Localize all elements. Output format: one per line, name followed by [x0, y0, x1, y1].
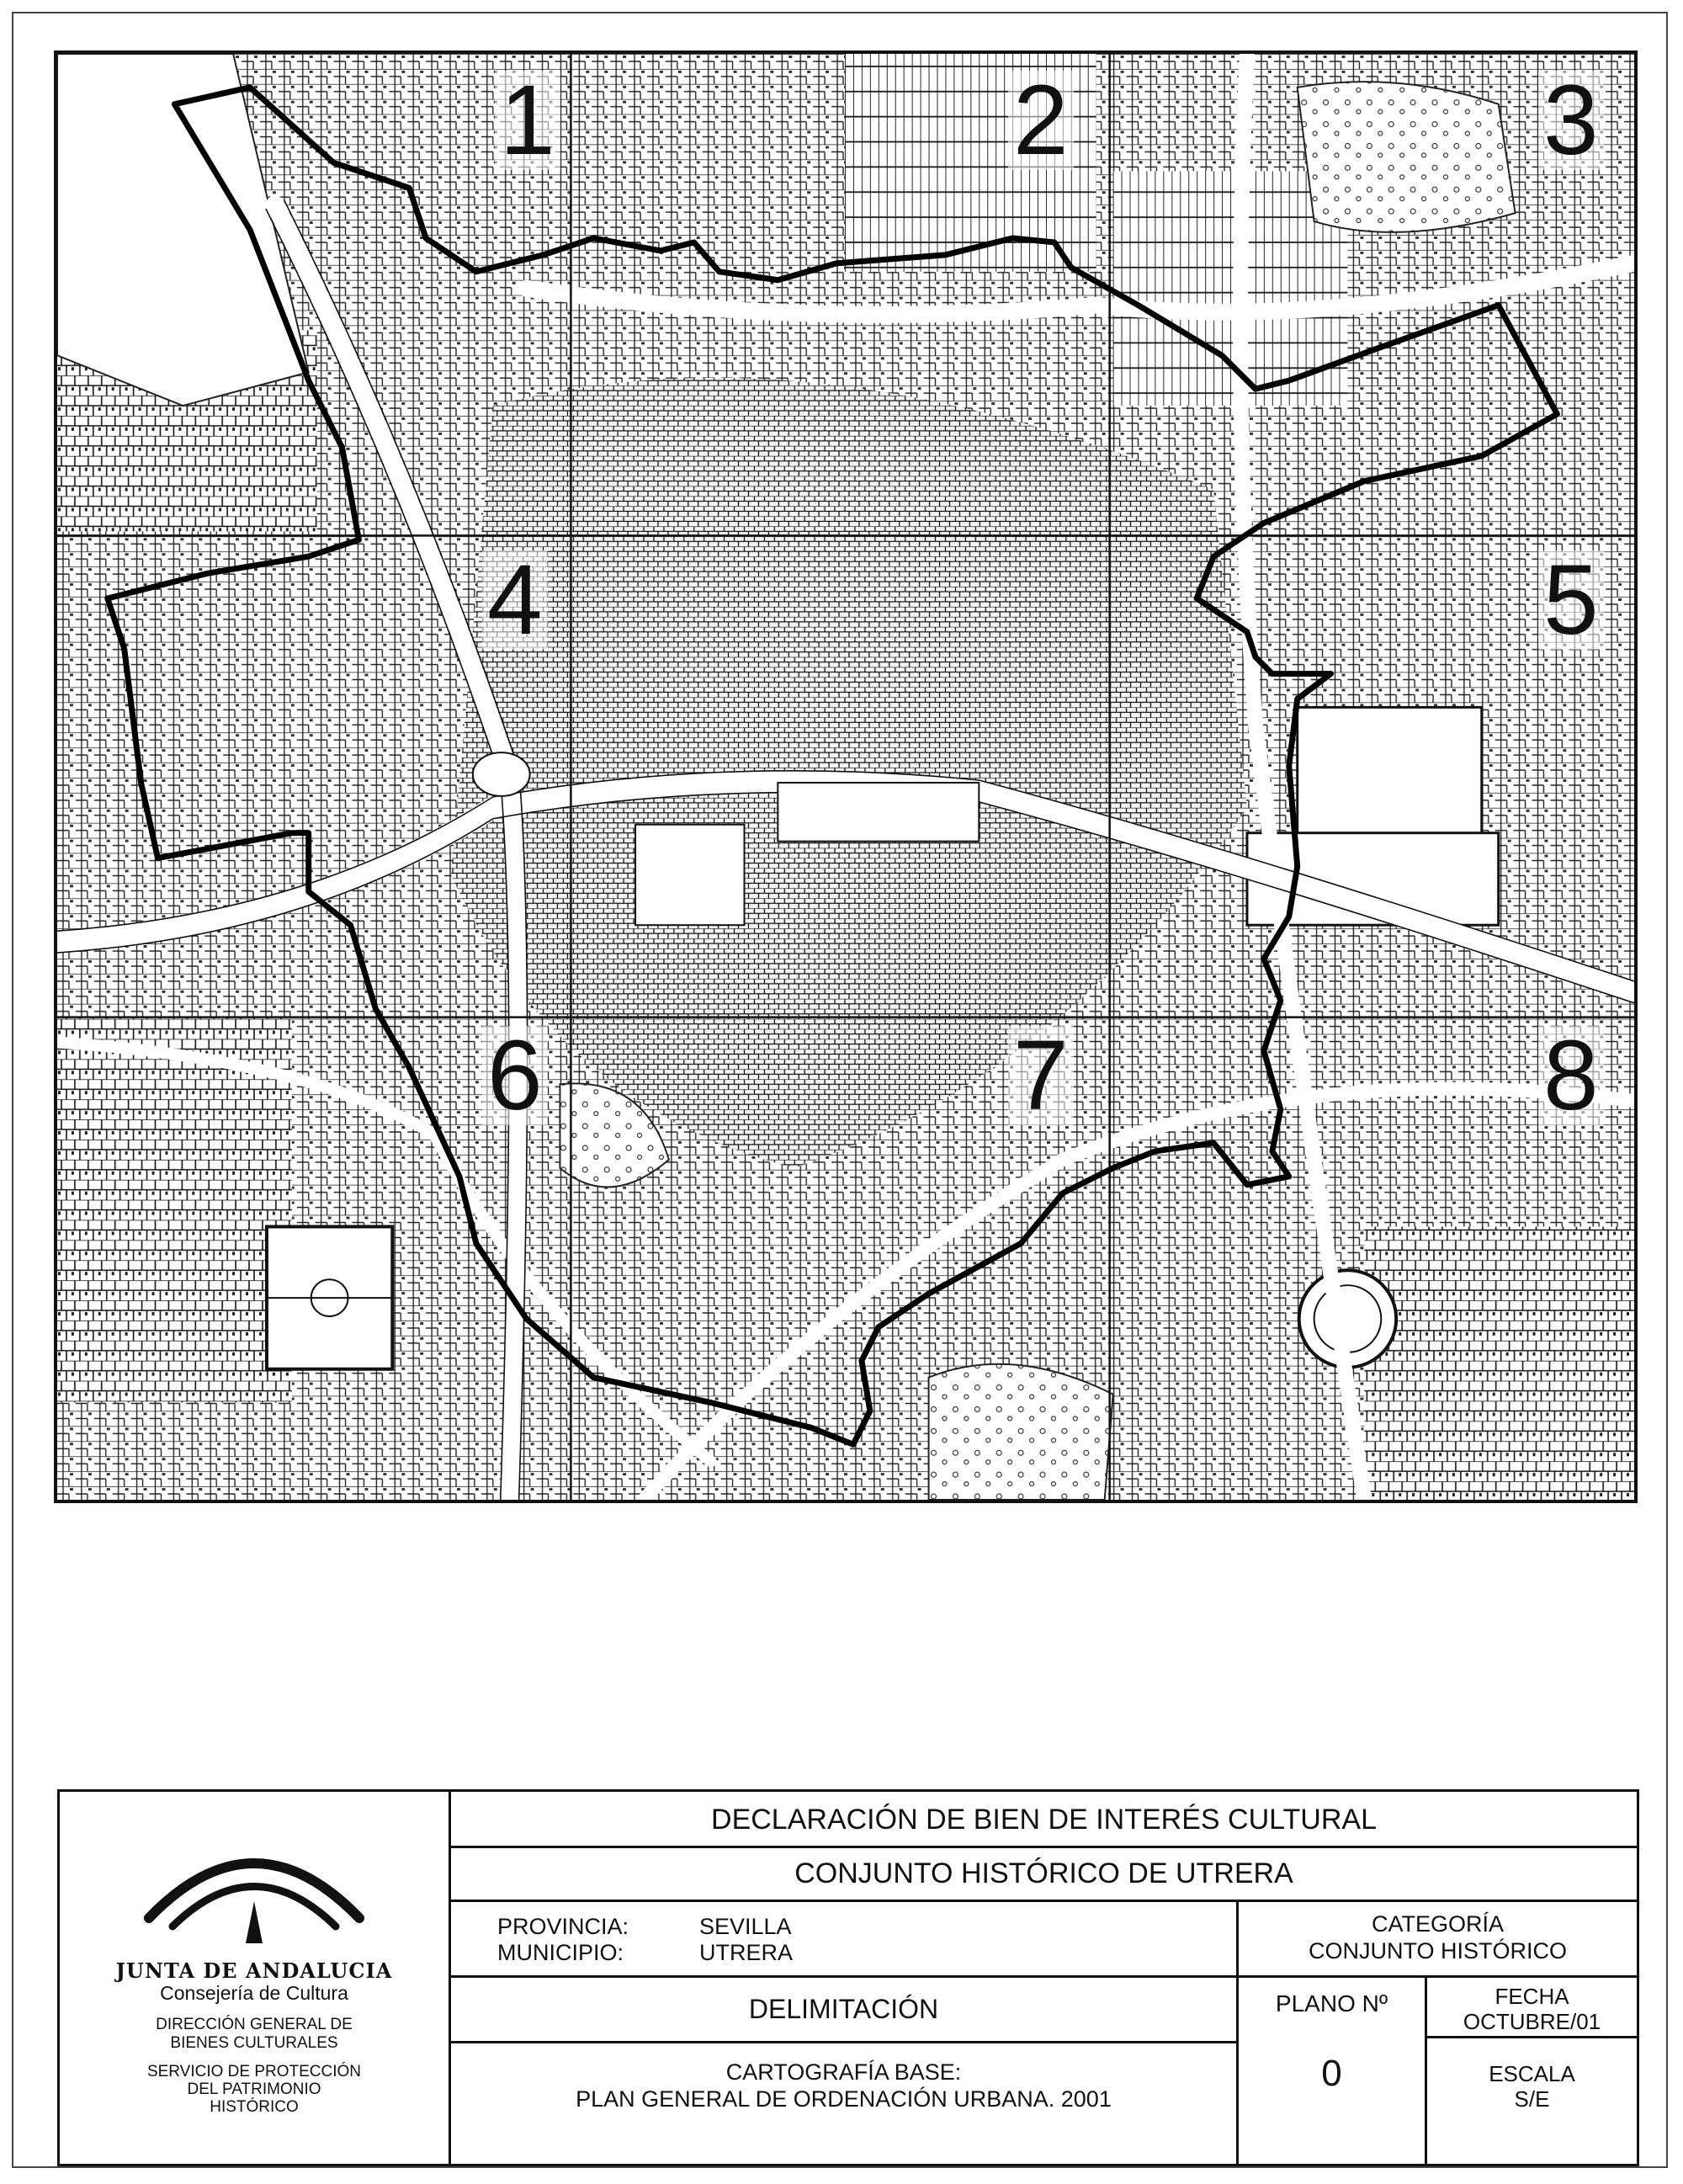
sheet-number-1: 1 [495, 71, 560, 170]
categoria-value: CONJUNTO HISTÓRICO [1308, 1938, 1567, 1963]
fecha-label: FECHA [1495, 1984, 1569, 2009]
sheet-number-3: 3 [1538, 71, 1604, 170]
central-plaza [778, 783, 979, 842]
plano-value: 0 [1321, 2053, 1342, 2094]
map-drawing [57, 54, 1634, 1500]
logo-service-line3: HISTÓRICO [210, 2098, 299, 2116]
sheet-number-7: 7 [1008, 1026, 1074, 1125]
declaration-title: DECLARACIÓN DE BIEN DE INTERÉS CULTURAL [711, 1804, 1377, 1836]
logo-department: Consejería de Cultura [160, 1982, 348, 2004]
logo-cell [60, 1792, 449, 2164]
escala-label: ESCALA [1489, 2061, 1575, 2086]
sports-field-east [1298, 707, 1482, 841]
row-blocks-southeast [1364, 1227, 1634, 1500]
junta-andalucia-logo [132, 1825, 376, 1952]
categoria-label: CATEGORÍA [1371, 1911, 1505, 1937]
logo-service-line1: SERVICIO DE PROTECCIÓN [146, 2063, 362, 2080]
roundabout [473, 752, 530, 796]
sheet-number-4: 4 [482, 550, 548, 650]
logo-org-name: JUNTA DE ANDALUCIA [115, 1958, 393, 1983]
municipio-label: MUNICIPIO: [497, 1940, 624, 1965]
municipio-value: UTRERA [699, 1940, 794, 1965]
provincia-value: SEVILLA [699, 1914, 792, 1939]
plan-title: DELIMITACIÓN [748, 1994, 939, 2024]
plaza-west [635, 825, 744, 925]
provincia-label: PROVINCIA: [497, 1914, 629, 1939]
sheet-number-8: 8 [1538, 1026, 1604, 1125]
plano-label: PLANO Nº [1275, 1990, 1388, 2017]
sheet-number-2: 2 [1008, 71, 1074, 170]
park-northeast [1298, 82, 1516, 232]
title-block [57, 1789, 1639, 2166]
logo-direction-line1: DIRECCIÓN GENERAL DE [156, 2016, 353, 2033]
sheet-number-6: 6 [482, 1026, 548, 1125]
row-blocks-southwest [57, 1018, 292, 1403]
logo-service-line2: DEL PATRIMONIO [187, 2080, 321, 2098]
cadastral-map [54, 50, 1638, 1503]
cartografia-label: CARTOGRAFÍA BASE: [725, 2059, 962, 2085]
logo-direction-line2: BIENES CULTURALES [170, 2034, 338, 2052]
sheet-number-5: 5 [1538, 550, 1604, 650]
escala-value: S/E [1514, 2086, 1550, 2112]
site-name: CONJUNTO HISTÓRICO DE UTRERA [794, 1857, 1293, 1889]
fecha-value: OCTUBRE/01 [1463, 2009, 1601, 2034]
cartografia-value: PLAN GENERAL DE ORDENACIÓN URBANA. 2001 [576, 2086, 1112, 2112]
park-south [929, 1364, 1113, 1500]
